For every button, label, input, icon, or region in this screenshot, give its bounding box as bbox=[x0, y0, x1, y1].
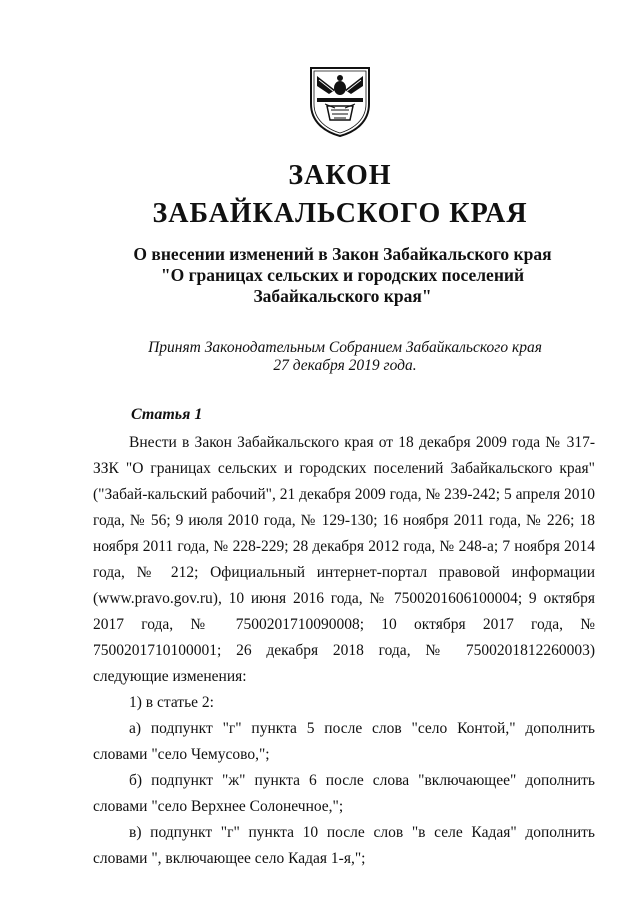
subitem-a-paragraph: а) подпункт "г" пункта 5 после слов "село Контой," дополнить словами "село Чемусово,"; bbox=[93, 720, 595, 763]
item-1-paragraph: 1) в статье 2: bbox=[129, 694, 214, 711]
law-subtitle bbox=[0, 244, 640, 307]
document-title-line1: ЗАКОН bbox=[288, 160, 392, 191]
adoption-note bbox=[0, 339, 640, 375]
document-title-line2: ЗАБАЙКАЛЬСКОГО КРАЯ bbox=[152, 198, 528, 229]
subtitle-line: О внесении изменений в Закон Забайкальского края bbox=[133, 244, 552, 264]
subitem-b-paragraph: б) подпункт "ж" пункта 6 после слова "включающее" дополнить словами "село Верхнее Солонечное,"; bbox=[93, 772, 595, 815]
article-intro-paragraph: Внести в Закон Забайкальского края от 18 декабря 2009 года № 317-ЗЗК "О границах сельских и городских поселений Забайкальского края" ("Забай-кальский рабочий", 21 декабря 2009 года, № 239-242; 5 апреля 2010 года, № 56; 9 июля 2010 года, № 129-130; 16 ноября 2011 года, № 226; 18 ноября 2011 года, № 228-229; 28 декабря 2012 года, № 248-а; 7 ноября 2014 года, № 212; Официальный интернет-портал правовой информации (www.pravo.gov.ru), 10 июня 2016 года, № 7500201606100004; 9 октября 2017 года, № 7500201710090008; 10 октября 2017 года, № 7500201710100001; 26 декабря 2018 года, № 7500201812260003) следующие изменения: bbox=[93, 434, 595, 685]
article-body bbox=[93, 430, 595, 872]
adoption-line: 27 декабря 2019 года. bbox=[273, 357, 417, 374]
coat-of-arms-icon bbox=[305, 64, 375, 138]
subtitle-line: "О границах сельских и городских поселений bbox=[160, 265, 525, 285]
subtitle-line: Забайкальского края" bbox=[253, 286, 432, 306]
article-title: Статья 1 bbox=[131, 406, 203, 423]
adoption-line: Принят Законодательным Собранием Забайкальского края bbox=[148, 339, 542, 356]
subitem-c-paragraph: в) подпункт "г" пункта 10 после слов "в селе Кадая" дополнить словами ", включающее село Кадая 1-я,"; bbox=[93, 824, 595, 867]
